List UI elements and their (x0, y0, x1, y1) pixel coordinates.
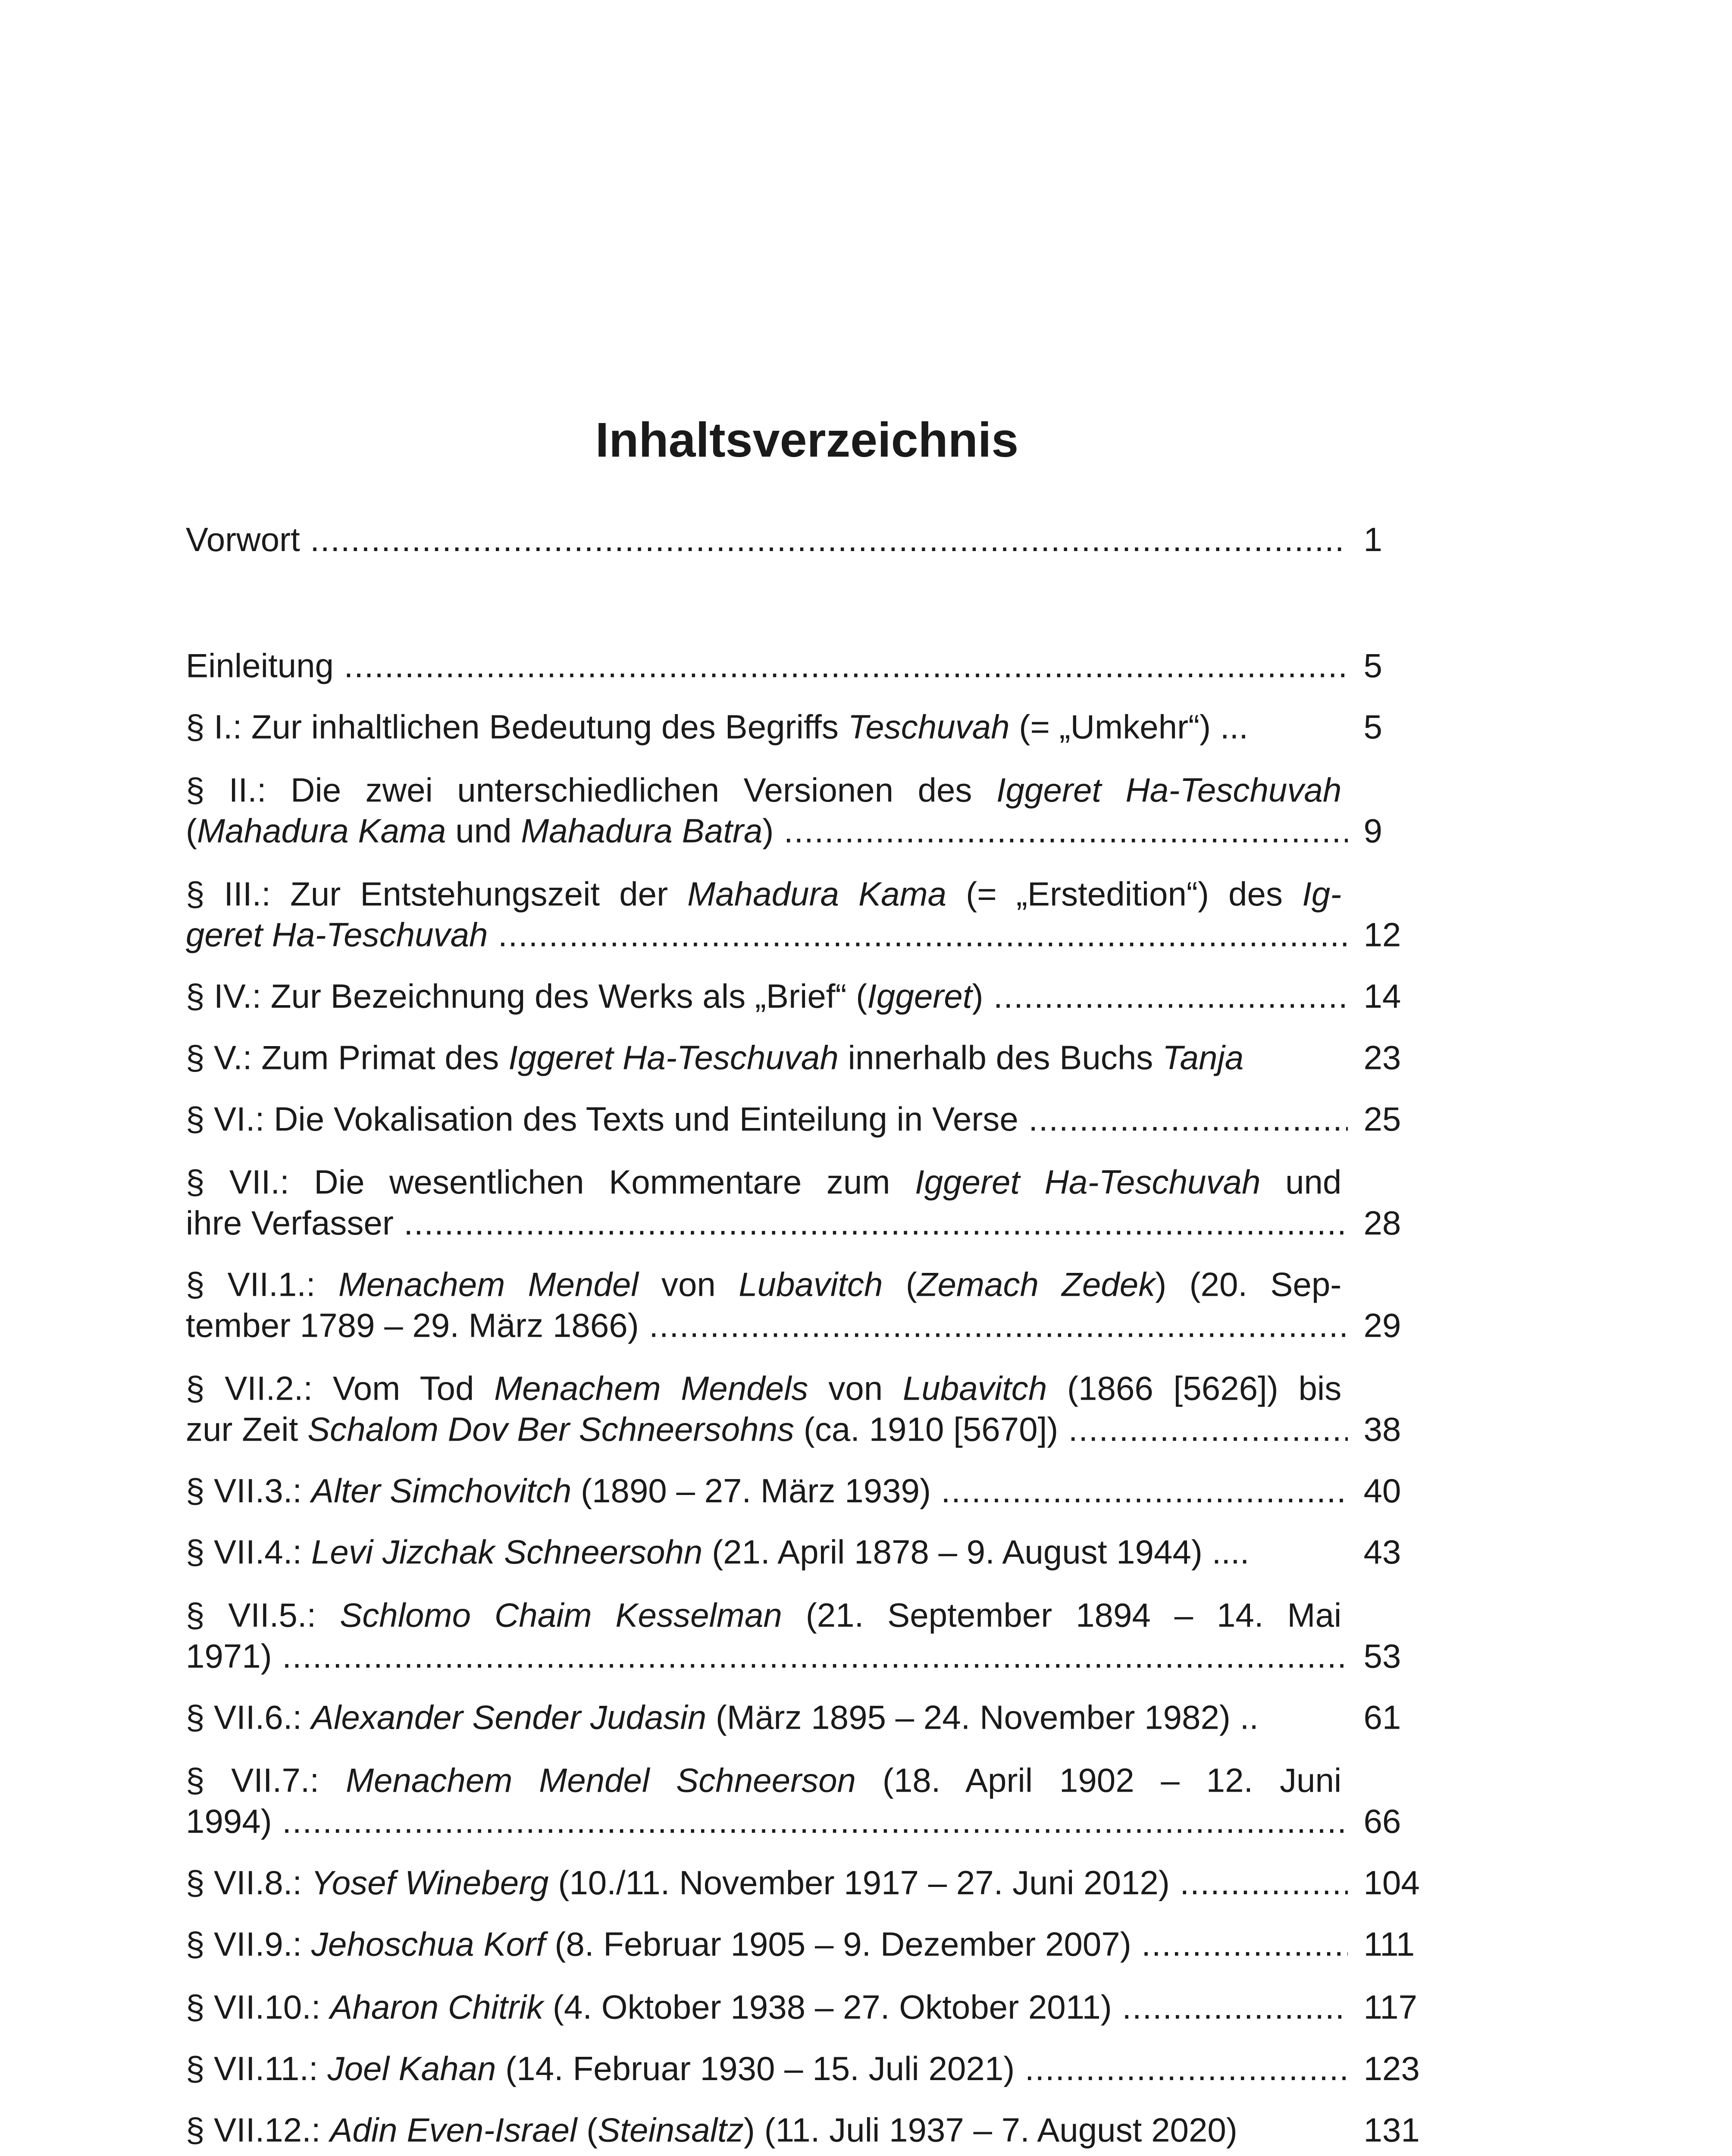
toc-entry-label (186, 1305, 1348, 1346)
toc-page-number: 9 (1363, 812, 1382, 850)
entry-text: § VI.: Die Vokalisation des Texts und Einteilung in Verse (185, 1100, 1018, 1139)
entry-text: (4. Oktober 1938 – 27. Oktober 2011) (543, 1989, 1112, 2027)
toc-entry-label (186, 1099, 1348, 1140)
entry-text: 1994) (185, 1803, 272, 1841)
entry-term: Zemach Zedek (917, 1266, 1156, 1304)
entry-text: ) (972, 978, 983, 1016)
entry-term: Teschuvah (848, 708, 1010, 746)
entry-term: Iggeret (867, 978, 972, 1016)
entry-text: (8. Februar 1905 – 9. Dezember 2007) (545, 1926, 1131, 1964)
entry-text: § VII.11.: (185, 2050, 328, 2088)
toc-entry-label (186, 1409, 1348, 1450)
toc-entry-label (186, 1699, 1259, 1737)
toc-entry[interactable] (186, 1595, 1427, 1677)
page-title: Inhaltsverzeichnis (595, 412, 1019, 468)
entry-text: innerhalb des Buchs (838, 1039, 1163, 1077)
entry-text: § VII.4.: (185, 1533, 311, 1572)
toc-entry[interactable] (186, 520, 1427, 561)
entry-term: Jehoschua Korf (311, 1926, 545, 1964)
toc-entry[interactable] (186, 1761, 1427, 1843)
entry-term: Ig- (1302, 875, 1342, 914)
toc-entry[interactable] (186, 1264, 1427, 1346)
entry-term: Iggeret Ha-Teschuvah (996, 771, 1342, 810)
entry-term: Yosef Wineberg (311, 1864, 549, 1902)
entry-text: (14. Februar 1930 – 15. Juli 2021) (496, 2050, 1015, 2088)
toc-entry[interactable] (186, 2049, 1427, 2090)
toc-page-number: 5 (1363, 647, 1382, 685)
toc-entry[interactable] (186, 707, 1427, 748)
toc-page-number: 104 (1363, 1864, 1420, 1902)
toc-entry-line: § II.: Die zwei unterschiedlichen Versionen des Iggeret Ha-Teschuvah (185, 771, 1342, 810)
entry-text: § VII.10.: (185, 1989, 330, 2027)
entry-text: Einleitung (185, 647, 334, 685)
entry-text: § VII.3.: (185, 1472, 311, 1510)
toc-page-number: 12 (1363, 916, 1401, 954)
toc-page-number: 43 (1363, 1533, 1401, 1572)
entry-term: Schlomo Chaim Kesselman (340, 1596, 782, 1635)
entry-term: Tanja (1162, 1039, 1244, 1077)
entry-term: Iggeret Ha-Teschuvah (915, 1163, 1261, 1202)
entry-term: Menachem Mendel Schneerson (345, 1762, 856, 1800)
toc-page-number: 66 (1363, 1803, 1401, 1841)
toc-entry[interactable] (186, 1099, 1427, 1140)
toc-entry-label (186, 915, 1348, 956)
toc-entry[interactable] (186, 646, 1427, 686)
toc-page-number: 14 (1363, 978, 1401, 1016)
toc-entry-label (186, 1636, 1348, 1677)
toc-entry-line: § VII.7.: Menachem Mendel Schneerson (18. April 1902 – 12. Juni (185, 1762, 1342, 1800)
toc-entry-label (186, 1471, 1348, 1512)
toc-entry[interactable] (186, 1162, 1427, 1244)
entry-text: tember 1789 – 29. März 1866) (185, 1307, 639, 1345)
toc-page-number: 23 (1363, 1039, 1401, 1077)
entry-text: ) (762, 812, 774, 850)
entry-text: ihre Verfasser (185, 1204, 394, 1243)
toc-entry[interactable] (186, 976, 1427, 1017)
entry-term: Lubavitch (739, 1266, 883, 1304)
toc-page-number: 53 (1363, 1637, 1401, 1676)
entry-text: 1971) (185, 1637, 272, 1676)
toc-entry[interactable] (186, 1038, 1427, 1079)
toc-entry[interactable] (186, 1863, 1427, 1904)
entry-term: Mahadura Kama (197, 812, 446, 850)
toc-entry-label (186, 1863, 1348, 1904)
entry-text: (1890 – 27. März 1939) (571, 1472, 931, 1510)
entry-term: Joel Kahan (327, 2050, 496, 2088)
entry-term: Lubavitch (902, 1370, 1047, 1408)
toc-entry-label (186, 1987, 1348, 2028)
toc-entry-label (186, 2112, 1237, 2150)
entry-text: § VII.9.: (185, 1926, 311, 1964)
toc-entry-line: § VII.2.: Vom Tod Menachem Mendels von Lubavitch (1866 [5626]) bis (185, 1370, 1342, 1408)
entry-text: (10./11. November 1917 – 27. Juni 2012) (548, 1864, 1170, 1902)
toc-entry-label (186, 976, 1348, 1017)
toc-entry-line: § VII.1.: Menachem Mendel von Lubavitch (Zemach Zedek) (20. Sep- (185, 1266, 1342, 1304)
toc-page-number: 61 (1363, 1699, 1401, 1737)
entry-text: ) (11. Juli 1937 – 7. August 2020) (743, 2112, 1237, 2150)
toc-entry-label (186, 2049, 1348, 2090)
toc-entry[interactable] (186, 1532, 1427, 1573)
toc-entry-label (186, 1534, 1250, 1572)
toc-page-number: 29 (1363, 1307, 1401, 1345)
toc-page-number: 38 (1363, 1411, 1401, 1449)
entry-term: Steinsaltz (598, 2112, 744, 2150)
toc-entry-label (186, 1039, 1243, 1077)
toc-page-number: 5 (1363, 708, 1382, 746)
toc-entry[interactable] (186, 1368, 1427, 1450)
entry-text: (= „Umkehr“) ... (1009, 708, 1248, 746)
entry-text: (März 1895 – 24. November 1982) .. (706, 1699, 1259, 1737)
entry-term: Adin Even-Israel (330, 2112, 577, 2150)
toc-entry-label (186, 646, 1348, 686)
entry-term: Aharon Chitrik (330, 1989, 544, 2027)
toc-entry[interactable] (186, 770, 1427, 852)
entry-text: (ca. 1910 [5670]) (794, 1411, 1059, 1449)
toc-page-number: 131 (1363, 2112, 1420, 2150)
entry-text: (21. April 1878 – 9. August 1944) .... (702, 1533, 1250, 1572)
entry-text: § VII.6.: (185, 1699, 311, 1737)
entry-term: Menachem Mendel (338, 1266, 639, 1304)
toc-page-number: 111 (1363, 1926, 1415, 1964)
toc-entry[interactable] (186, 874, 1427, 956)
toc-page-number: 117 (1363, 1989, 1418, 2027)
toc-page-number: 25 (1363, 1100, 1401, 1139)
entry-text: Vorwort (185, 521, 300, 559)
entry-term: Alexander Sender Judasin (311, 1699, 707, 1737)
toc-entry[interactable] (186, 1987, 1427, 2028)
entry-term: Mahadura Batra (521, 812, 763, 850)
toc-entry-line: § VII.: Die wesentlichen Kommentare zum Iggeret Ha-Teschuvah und (185, 1163, 1342, 1202)
toc-entry-label (186, 520, 1348, 561)
entry-term: geret Ha-Teschuvah (185, 916, 488, 954)
entry-text: und (446, 812, 521, 850)
toc-page-number: 123 (1363, 2050, 1420, 2088)
toc-page-number: 1 (1363, 521, 1382, 559)
entry-term: Menachem Mendels (494, 1370, 808, 1408)
entry-term: Iggeret Ha-Teschuvah (508, 1039, 839, 1077)
toc-page-number: 28 (1363, 1204, 1401, 1243)
toc-entry-line: § III.: Zur Entstehungszeit der Mahadura Kama (= „Erstedition“) des Ig- (185, 875, 1342, 914)
entry-text: ( (577, 2112, 598, 2150)
entry-term: Alter Simchovitch (311, 1472, 572, 1510)
toc-entry-label (186, 1924, 1348, 1965)
toc-entry[interactable] (186, 1698, 1427, 1739)
toc-entry-line: § VII.5.: Schlomo Chaim Kesselman (21. September 1894 – 14. Mai (185, 1596, 1342, 1635)
toc-entry[interactable] (186, 2110, 1427, 2151)
toc-entry-label (186, 1802, 1348, 1843)
entry-text: ( (185, 812, 197, 850)
entry-text: § I.: Zur inhaltlichen Bedeutung des Begriffs (185, 708, 848, 746)
toc-entry[interactable] (186, 1471, 1427, 1512)
entry-text: zur Zeit (185, 1411, 308, 1449)
toc-entry-label (186, 1203, 1348, 1244)
toc-entry-label (186, 811, 1348, 852)
entry-term: Levi Jizchak Schneersohn (311, 1533, 703, 1572)
entry-text: § IV.: Zur Bezeichnung des Werks als „Brief“ ( (185, 978, 868, 1016)
entry-term: Mahadura Kama (687, 875, 947, 914)
toc-entry[interactable] (186, 1924, 1427, 1965)
toc-page-number: 40 (1363, 1472, 1401, 1510)
entry-term: Schalom Dov Ber Schneersohns (307, 1411, 794, 1449)
entry-text: § VII.8.: (185, 1864, 311, 1902)
toc-entry-label (186, 708, 1248, 746)
entry-text: § VII.12.: (185, 2112, 330, 2150)
entry-text: § V.: Zum Primat des (185, 1039, 509, 1077)
